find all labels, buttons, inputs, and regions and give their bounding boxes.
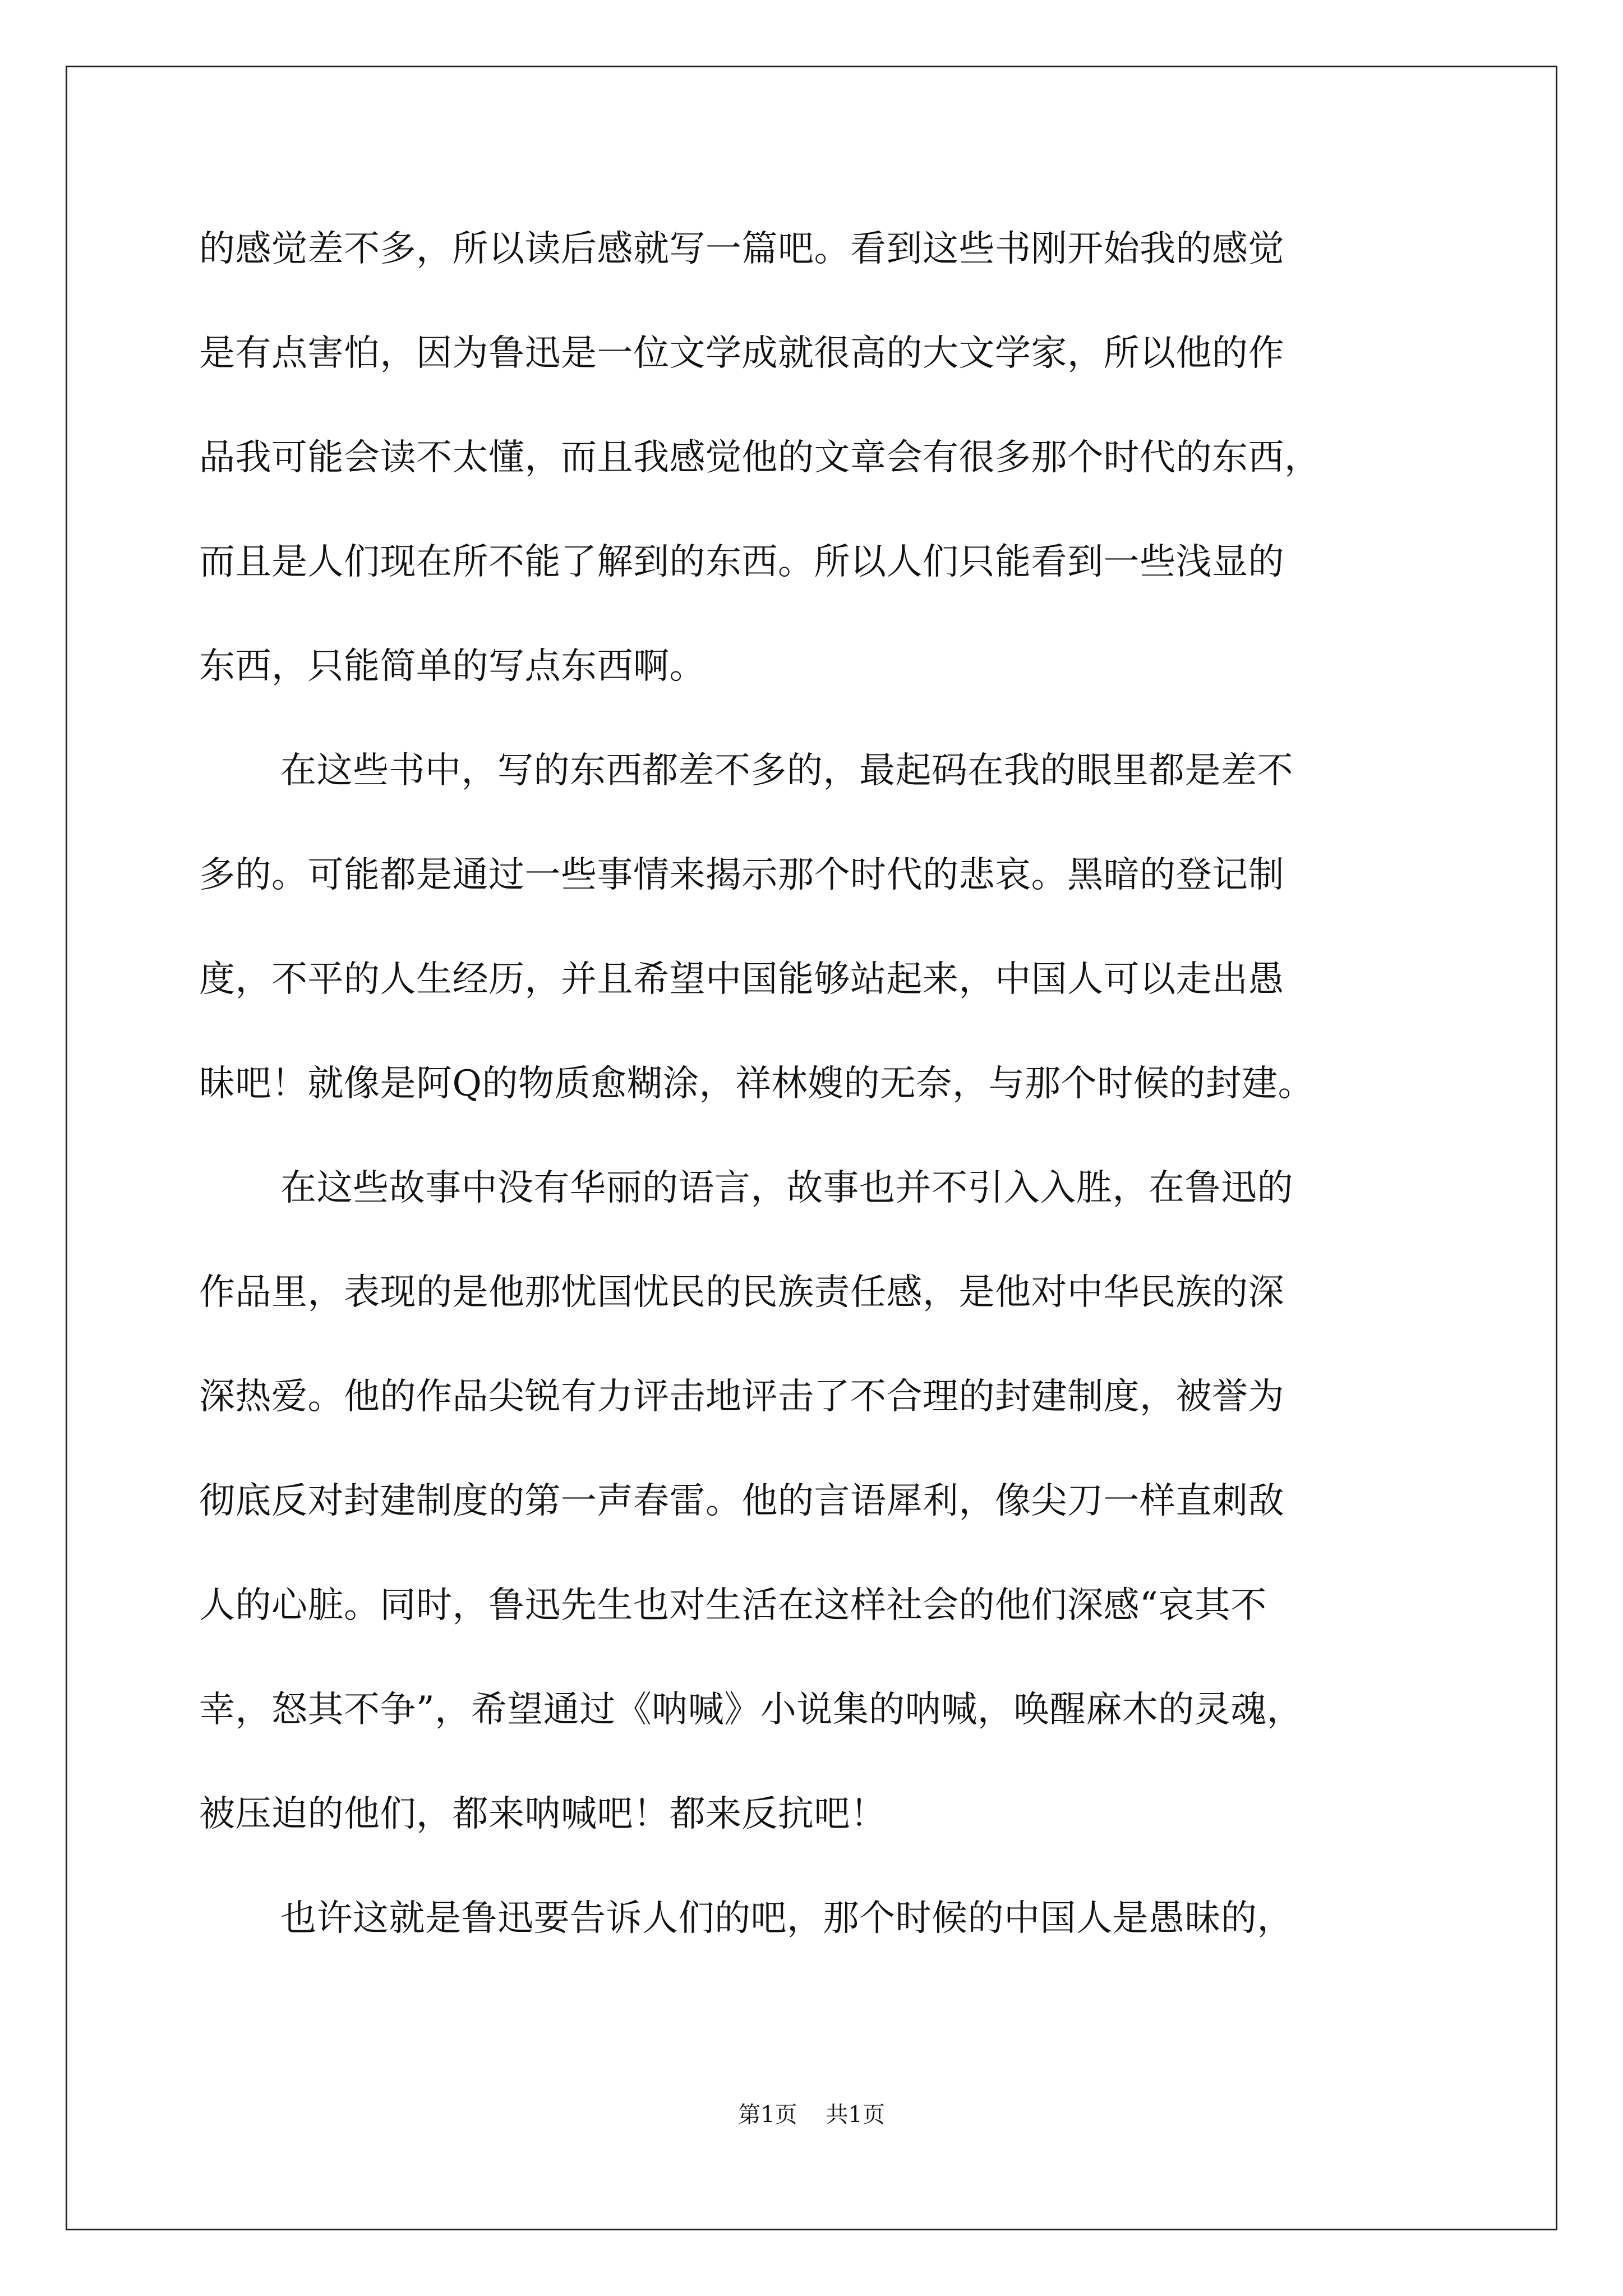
text-line: 品我可能会读不太懂，而且我感觉他的文章会有很多那个时代的东西， [199, 437, 1321, 478]
text-line: 被压迫的他们，都来呐喊吧！都来反抗吧！ [199, 1793, 887, 1835]
text-line: 的感觉差不多，所以读后感就写一篇吧。看到这些书刚开始我的感觉 [199, 228, 1284, 270]
page-footer [0, 2097, 1623, 2129]
text-line: 幸，怒其不争”，希望通过《呐喊》小说集的呐喊，唤醒麻木的灵魂， [199, 1689, 1303, 1731]
text-line: 是有点害怕，因为鲁迅是一位文学成就很高的大文学家，所以他的作 [199, 333, 1284, 374]
footer-spacer [797, 2102, 826, 2128]
page-total: 共1页 [826, 2102, 885, 2128]
paragraph-start-line: 在这些故事中没有华丽的语言，故事也并不引入入胜，在鲁迅的 [280, 1167, 1293, 1209]
text-line: 深热爱。他的作品尖锐有力评击地评击了不合理的封建制度，被誉为 [199, 1376, 1284, 1418]
text-line: 作品里，表现的是他那忧国忧民的民族责任感，是他对中华民族的深 [199, 1272, 1284, 1313]
text-line: 人的心脏。同时，鲁迅先生也对生活在这样社会的他们深感“哀其不 [199, 1585, 1267, 1626]
paragraph-start-line: 也许这就是鲁迅要告诉人们的吧，那个时候的中国人是愚昧的， [280, 1898, 1293, 1939]
text-line: 彻底反对封建制度的第一声春雷。他的言语犀利，像尖刀一样直刺敌 [199, 1480, 1284, 1522]
page-number: 第1页 [738, 2102, 797, 2128]
text-line: 多的。可能都是通过一些事情来揭示那个时代的悲哀。黑暗的登记制 [199, 854, 1284, 896]
text-line: 度，不平的人生经历，并且希望中国能够站起来，中国人可以走出愚 [199, 959, 1284, 1000]
text-line: 昧吧！就像是阿Q的物质愈糊涂，祥林嫂的无奈，与那个时候的封建。 [199, 1063, 1314, 1105]
paragraph-start-line: 在这些书中，写的东西都差不多的，最起码在我的眼里都是差不 [280, 750, 1293, 792]
text-line: 东西，只能简单的写点东西啊。 [199, 646, 706, 687]
text-line: 而且是人们现在所不能了解到的东西。所以人们只能看到一些浅显的 [199, 541, 1284, 583]
